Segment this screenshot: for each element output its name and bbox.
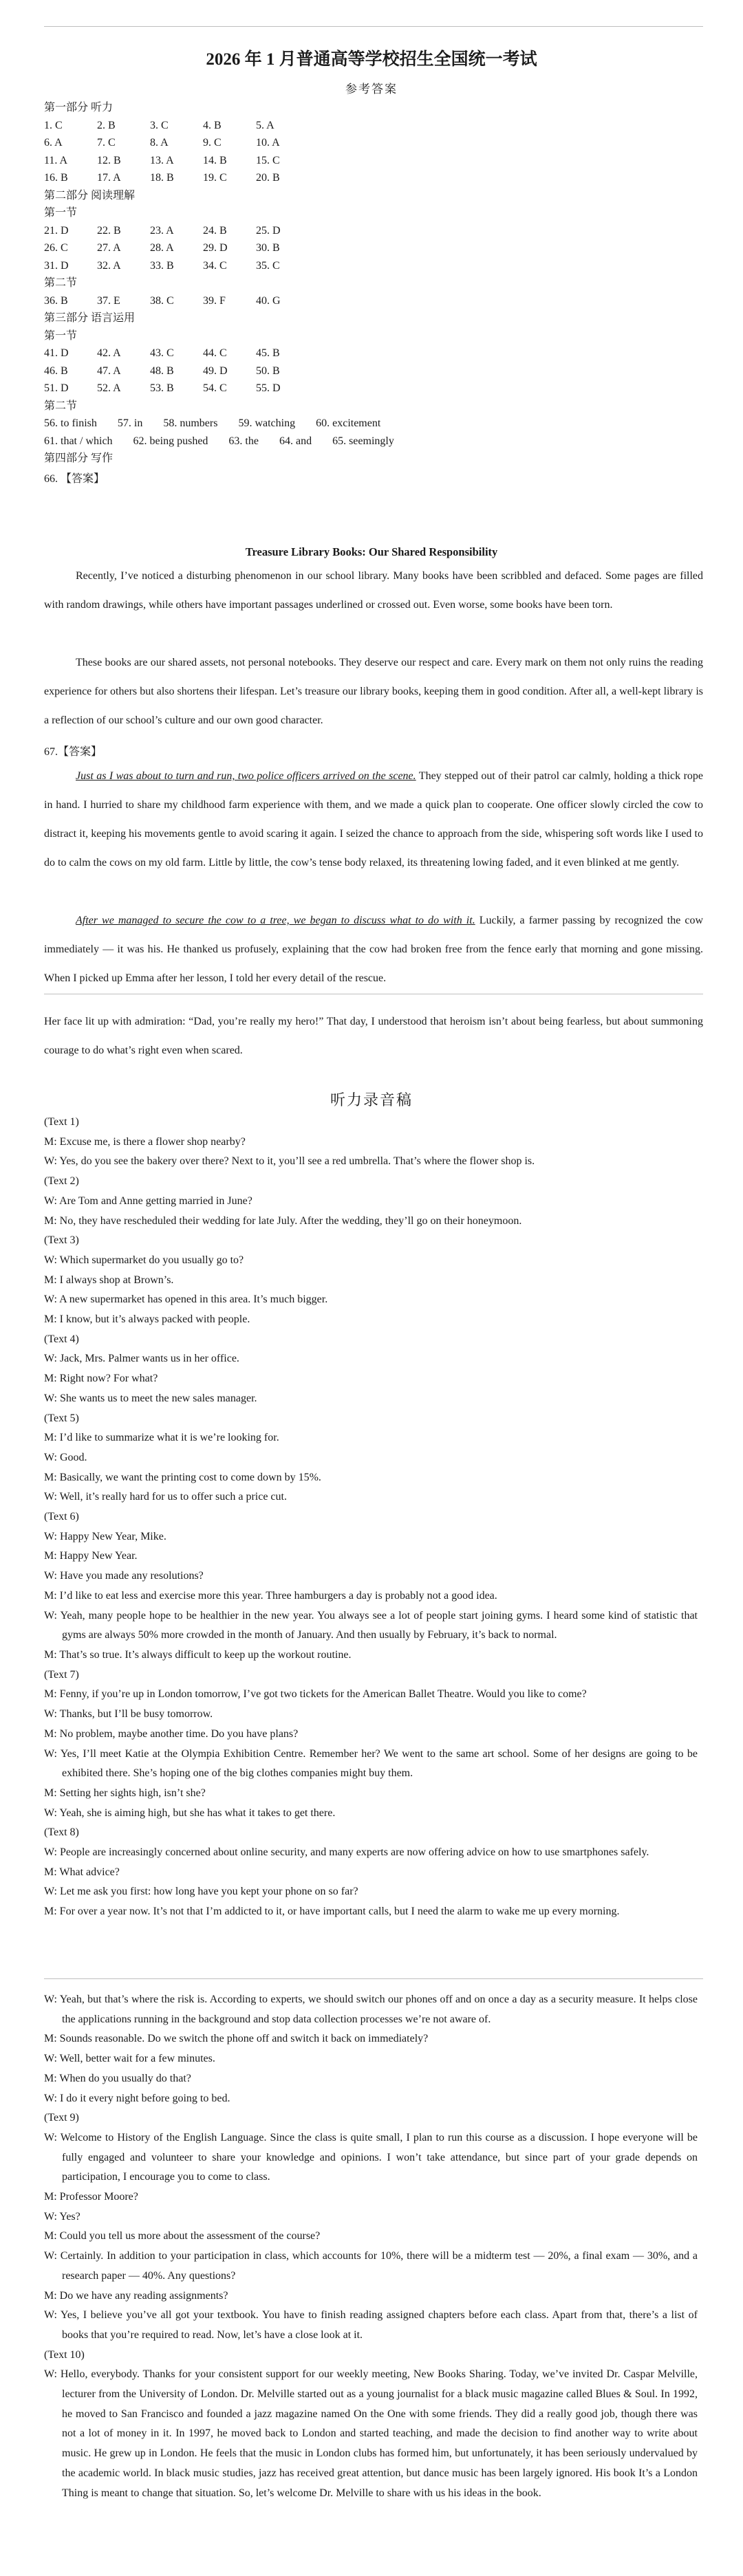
script-dialogue-line: M: Could you tell us more about the assessment of the course? [44, 2230, 321, 2242]
answer-item: 43. C [150, 347, 174, 359]
script-dialogue-line: W: Yeah, she is aiming high, but she has what it takes to get there. [44, 1807, 336, 1819]
answer-item: 50. B [256, 364, 280, 377]
answer-item: 65. seemingly [332, 435, 394, 447]
answer-item: 37. E [97, 294, 120, 307]
answer-item: 15. C [256, 154, 280, 166]
script-dialogue-line: W: Yes? [44, 2210, 80, 2223]
script-dialogue-line: M: Excuse me, is there a flower shop nearby? [44, 1135, 246, 1148]
answer-row [44, 380, 703, 397]
story-paragraph-2-lead: After we managed to secure the cow to a tree, we began to discuss what to do with it. [76, 915, 475, 926]
answer-item: 57. in [117, 417, 143, 429]
answer-item: 64. and [279, 435, 312, 447]
essay-paragraph-2-text: These books are our shared assets, not personal notebooks. They deserve our respect and care. Every mark on them not only ruins the reading experience for others but also shortens their lifespan. Let’s treasure our library books, keeping them in good condition. After all, a well-kept library is a reflection of our school’s culture and our own good character. [44, 657, 703, 726]
script-dialogue-line: W: Yes, I believe you’ve all got your textbook. You have to finish reading assigned chapters before each class. Apart from that, there’s a list of books that you’re required to read. Now, let’s have a close look at it. [44, 2309, 698, 2341]
answer-row [44, 222, 703, 240]
script-dialogue-line: W: Happy New Year, Mike. [44, 1530, 166, 1542]
answer-item: 36. B [44, 294, 68, 307]
script-text-heading: (Text 8) [44, 1826, 79, 1839]
script-dialogue-line: M: No, they have rescheduled their wedding for late July. After the wedding, they’ll go on their honeymoon. [44, 1214, 522, 1227]
answer-item: 56. to finish [44, 417, 97, 429]
page-break-divider-2 [44, 1978, 703, 1979]
script-dialogue-line: W: Yes, do you see the bakery over there? Next to it, you’ll see a red umbrella. That’s where the flower shop is. [44, 1155, 535, 1168]
script-dialogue-line: W: People are increasingly concerned about online security, and many experts are now offering advice on how to use smartphones safely. [44, 1846, 649, 1859]
essay-paragraph-2 [44, 648, 703, 735]
answer-item: 1. C [44, 119, 63, 131]
answer-item: 33. B [150, 259, 174, 272]
story-paragraph-1 [44, 762, 703, 877]
answer-item: 14. B [203, 154, 227, 166]
script-dialogue-line: W: Thanks, but I’ll be busy tomorrow. [44, 1708, 213, 1721]
answer-item: 5. A [256, 119, 274, 131]
answer-item: 61. that / which [44, 435, 113, 447]
answer-item: 23. A [150, 224, 174, 237]
part1-answers [44, 117, 703, 187]
script-dialogue-line: W: Good. [44, 1451, 87, 1463]
script-text-heading: (Text 10) [44, 2348, 85, 2361]
essay-paragraph-1-text: Recently, I’ve noticed a disturbing phenomenon in our school library. Many books have been scribbled and defaced. Some pages are filled with random drawings, while others have important passages underlined or crossed out. Even worse, some books have been torn. [44, 570, 703, 611]
part2-section1-answers [44, 222, 703, 275]
answer-item: 49. D [203, 364, 228, 377]
answer-key-subtitle: 参考答案 [345, 83, 398, 96]
answer-item: 62. being pushed [133, 435, 208, 447]
script-dialogue-line: M: I always shop at Brown’s. [44, 1274, 174, 1286]
script-text-heading: (Text 9) [44, 2112, 79, 2124]
script-dialogue-line: M: Right now? For what? [44, 1373, 158, 1385]
answer-item: 44. C [203, 347, 227, 359]
answer-item: 40. G [256, 294, 281, 307]
answer-item: 6. A [44, 137, 63, 149]
part3-label: 第三部分 语言运用 [44, 312, 136, 324]
answer-item: 63. the [228, 435, 259, 447]
script-dialogue-line: M: I’d like to eat less and exercise more this year. Three hamburgers a day is probably not a good idea. [44, 1589, 497, 1602]
answer-item: 3. C [150, 119, 169, 131]
listening-script-part1 [44, 1113, 698, 1922]
answer-key [44, 99, 703, 488]
script-dialogue-line: W: A new supermarket has opened in this area. It’s much bigger. [44, 1294, 328, 1306]
script-dialogue-line: W: Well, it’s really hard for us to offer such a price cut. [44, 1491, 287, 1503]
script-dialogue-line: W: Which supermarket do you usually go to? [44, 1254, 244, 1266]
answer-item: 32. A [97, 259, 121, 272]
answer-item: 18. B [150, 172, 174, 184]
answer-item: 58. numbers [163, 417, 218, 429]
essay-paragraph-1 [44, 562, 703, 620]
answer-item: 26. C [44, 242, 68, 254]
answer-item: 46. B [44, 364, 68, 377]
story-paragraph-2-text: Luckily, a farmer passing by recognized the cow immediately — it was his. He thanked us profusely, explaining that the cow had broken free from the fence early that morning and gone missing. When I picked up Emma after her lesson, I told her every detail of the rescue. [44, 915, 704, 984]
answer-row [44, 134, 703, 152]
script-dialogue-line: W: Have you made any resolutions? [44, 1570, 204, 1582]
story-paragraph-3: Her face lit up with admiration: “Dad, you’re really my hero!” That day, I understood that heroism isn’t about being fearless, but about summoning courage to do what’s right even when scared. [44, 1016, 703, 1056]
script-dialogue-line: W: Yes, I’ll meet Katie at the Olympia Exhibition Centre. Remember her? We went to the same art school. Some of her designs are going to be exhibited there. She’s hoping one of the big clothes companies might buy them. [44, 1747, 698, 1780]
part2-section2-label: 第二节 [44, 277, 78, 289]
script-dialogue-line: W: I do it every night before going to bed. [44, 2092, 230, 2104]
part3-section2-answers [44, 415, 703, 450]
script-dialogue-line: W: Yeah, but that’s where the risk is. According to experts, we should switch our phones off and on once a day as a security measure. It helps close the applications running in the background and stop data collection processes we’re not aware of. [44, 1994, 698, 2025]
story-paragraph-1-lead: Just as I was about to turn and run, two police officers arrived on the scene. [76, 770, 416, 782]
script-dialogue-line: W: Yeah, many people hope to be healthier in the new year. You always see a lot of people start joining gyms. I heard some kind of statistic that gyms are always 50% more crowded in the month of January. And then usually by February, it’s back to normal. [44, 1609, 698, 1641]
answer-item: 39. F [203, 294, 226, 307]
answer-item: 54. C [203, 382, 227, 394]
answer-item: 9. C [203, 137, 222, 149]
top-divider [44, 26, 703, 27]
answer-item: 48. B [150, 364, 174, 377]
q67-label: 67.【答案】 [44, 746, 103, 758]
answer-item: 20. B [256, 172, 280, 184]
answer-item: 21. D [44, 224, 69, 237]
answer-row [44, 152, 703, 170]
answer-item: 19. C [203, 172, 227, 184]
part3-section1-label: 第一节 [44, 329, 78, 342]
part3-section2-label: 第二节 [44, 400, 78, 412]
script-text-heading: (Text 1) [44, 1116, 79, 1128]
q66-label: 66. 【答案】 [44, 472, 105, 485]
script-dialogue-line: W: Certainly. In addition to your participation in class, which accounts for 10%, there will be a midterm test — 20%, a final exam — 30%, and a research paper — 40%. Any questions? [44, 2250, 698, 2282]
answer-row [44, 257, 703, 275]
answer-item: 41. D [44, 347, 69, 359]
script-dialogue-line: M: I’d like to summarize what it is we’re looking for. [44, 1432, 279, 1444]
script-text-heading: (Text 3) [44, 1234, 79, 1247]
answer-item: 51. D [44, 382, 69, 394]
answer-row [44, 239, 703, 257]
answer-item: 53. B [150, 382, 174, 394]
answer-item: 13. A [150, 154, 174, 166]
answer-item: 45. B [256, 347, 280, 359]
answer-item: 30. B [256, 242, 280, 254]
answer-item: 24. B [203, 224, 227, 237]
part3-section1-answers [44, 345, 703, 397]
answer-item: 28. A [150, 242, 174, 254]
answer-item: 25. D [256, 224, 281, 237]
script-dialogue-line: M: Happy New Year. [44, 1550, 138, 1562]
script-dialogue-line: M: Fenny, if you’re up in London tomorrow, I’ve got two tickets for the American Ballet Theatre. Would you like to come? [44, 1688, 587, 1701]
part2-label: 第二部分 阅读理解 [44, 189, 136, 201]
script-dialogue-line: M: Professor Moore? [44, 2191, 138, 2203]
script-dialogue-line: M: That’s so true. It’s always difficult to keep up the workout routine. [44, 1648, 352, 1661]
answer-item: 35. C [256, 259, 280, 272]
answer-item: 22. B [97, 224, 121, 237]
script-dialogue-line: M: No problem, maybe another time. Do you have plans? [44, 1727, 299, 1740]
script-dialogue-line: W: Well, better wait for a few minutes. [44, 2053, 215, 2065]
answer-item: 2. B [97, 119, 116, 131]
answer-item: 59. watching [238, 417, 296, 429]
script-text-heading: (Text 4) [44, 1333, 79, 1345]
script-dialogue-line: M: Do we have any reading assignments? [44, 2289, 228, 2302]
script-text-heading: (Text 2) [44, 1175, 79, 1188]
story-paragraph-2 [44, 906, 703, 993]
answer-item: 29. D [203, 242, 228, 254]
answer-item: 42. A [97, 347, 121, 359]
part1-label: 第一部分 听力 [44, 102, 114, 113]
answer-row [44, 415, 703, 433]
answer-row [44, 362, 703, 380]
answer-item: 31. D [44, 259, 69, 272]
script-dialogue-line: W: Jack, Mrs. Palmer wants us in her office. [44, 1353, 239, 1365]
listening-script-part2 [44, 1990, 698, 2503]
answer-item: 8. A [150, 137, 169, 149]
answer-item: 16. B [44, 172, 68, 184]
answer-item: 55. D [256, 382, 281, 394]
essay-title: Treasure Library Books: Our Shared Responsibility [245, 545, 498, 558]
listening-script-title: 听力录音稿 [330, 1091, 413, 1109]
answer-item: 34. C [203, 259, 227, 272]
script-dialogue-line: M: What advice? [44, 1866, 120, 1878]
script-dialogue-line: M: Basically, we want the printing cost to come down by 15%. [44, 1471, 321, 1483]
answer-row [44, 169, 703, 187]
answer-item: 4. B [203, 119, 222, 131]
script-dialogue-line: M: Sounds reasonable. Do we switch the phone off and switch it back on immediately? [44, 2033, 429, 2045]
answer-item: 60. excitement [316, 417, 381, 429]
script-text-heading: (Text 7) [44, 1668, 79, 1681]
script-dialogue-line: W: Are Tom and Anne getting married in June? [44, 1194, 252, 1207]
answer-item: 17. A [97, 172, 121, 184]
script-text-heading: (Text 6) [44, 1511, 79, 1523]
answer-item: 10. A [256, 137, 280, 149]
script-dialogue-line: W: Hello, everybody. Thanks for your consistent support for our weekly meeting, New Books Sharing. Today, we’ve invited Dr. Caspar Melville, lecturer from the University of London. Dr. Melville started out as a young journalist for a black music magazine called Blues & Soul. In 1992, he moved to San Francisco and founded a jazz magazine named On the One with some friends. They did a really good job, though there was not a lot of money in it. In 1997, he moved back to London and started teaching, and made the decision to find another way to write about music. He grew up in London. He feels that the music in London clubs has formed him, but unfortunately, it has been seriously undervalued by the academic world. In black music studies, jazz has received great attention, but dance music has been largely ignored. His book It’s a London Thing is meant to change that situation. So, let’s welcome Dr. Melville to share with us his ideas in the book. [44, 2368, 698, 2499]
part2-section2-answers [44, 292, 703, 310]
part2-section1-label: 第一节 [44, 207, 78, 219]
answer-item: 27. A [97, 242, 121, 254]
script-dialogue-line: W: Let me ask you first: how long have you kept your phone on so far? [44, 1886, 358, 1898]
script-dialogue-line: M: For over a year now. It’s not that I’m addicted to it, or have important calls, but I need the alarm to wake me up every morning. [44, 1906, 620, 1918]
answer-item: 52. A [97, 382, 121, 394]
script-dialogue-line: M: When do you usually do that? [44, 2072, 191, 2084]
part4-label: 第四部分 写作 [44, 452, 114, 464]
script-dialogue-line: W: Welcome to History of the English Language. Since the class is quite small, I plan to run this course as a discussion. I hope everyone will be fully engaged and volunteer to share your knowledge and opinions. I won’t take attendance, but since part of your grade depends on participation, I encourage you to come to class. [44, 2131, 698, 2183]
answer-item: 38. C [150, 294, 174, 307]
script-dialogue-line: W: She wants us to meet the new sales manager. [44, 1392, 257, 1404]
answer-item: 7. C [97, 137, 116, 149]
answer-item: 47. A [97, 364, 121, 377]
script-dialogue-line: M: Setting her sights high, isn’t she? [44, 1787, 206, 1799]
story-paragraph-1-text: They stepped out of their patrol car calmly, holding a thick rope in hand. I hurried to share my childhood farm experience with them, and we made a quick plan to cooperate. One officer slowly circled the cow to distract it, keeping his movements gentle to avoid scaring it again. I seized the chance to approach from the side, whispering soft words like I used to do to calm the cows on my old farm. Little by little, the cow’s tense body relaxed, its threatening lowing faded, and it even blinked at me gently. [44, 770, 703, 869]
answer-item: 11. A [44, 154, 68, 166]
answer-item: 12. B [97, 154, 121, 166]
exam-title: 2026 年 1 月普通高等学校招生全国统一考试 [206, 50, 537, 69]
answer-row [44, 117, 703, 135]
script-text-heading: (Text 5) [44, 1412, 79, 1424]
script-dialogue-line: M: I know, but it’s always packed with people. [44, 1313, 250, 1326]
answer-row [44, 433, 703, 450]
answer-row [44, 345, 703, 362]
answer-row [44, 292, 703, 310]
